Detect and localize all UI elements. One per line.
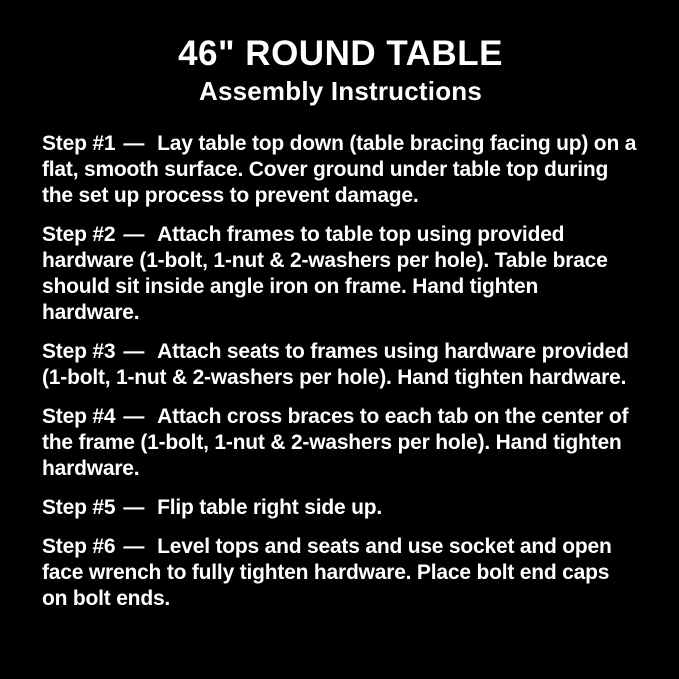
step-item-2 — [42, 222, 639, 326]
step-3-text: Attach seats to frames using hardware provided (1-bolt, 1-nut & 2-washers per hole). Hand tighten hardware. — [42, 340, 629, 390]
step-2-text: Attach frames to table top using provided hardware (1-bolt, 1-nut & 2-washers per hole). Table brace should sit inside angle iron on frame. Hand tighten hardware. — [42, 223, 608, 325]
step-2-label: Step #2 — [42, 223, 116, 247]
step-item-6 — [42, 534, 639, 612]
step-1-label: Step #1 — [42, 132, 116, 156]
step-6-text: Level tops and seats and use socket and open face wrench to fully tighten hardware. Place bolt end caps on bolt ends. — [42, 535, 612, 611]
step-5-text: Flip table right side up. — [157, 496, 382, 520]
step-4-dash: — — [123, 405, 145, 429]
steps-list — [42, 131, 639, 612]
page-subtitle: Assembly Instructions — [198, 76, 483, 107]
page-title: 46" ROUND TABLE — [178, 34, 503, 73]
step-item-4 — [42, 404, 639, 482]
step-item-5 — [42, 495, 639, 521]
step-1-dash: — — [123, 132, 145, 156]
step-item-1 — [42, 131, 639, 209]
step-item-3 — [42, 339, 639, 391]
step-5-label: Step #5 — [42, 496, 116, 520]
step-3-label: Step #3 — [42, 340, 116, 364]
header — [42, 34, 639, 107]
step-2-dash: — — [123, 223, 145, 247]
step-4-label: Step #4 — [42, 405, 116, 429]
step-1-text: Lay table top down (table bracing facing up) on a flat, smooth surface. Cover ground under table top during the set up process to prevent damage. — [42, 132, 637, 208]
step-6-dash: — — [123, 535, 145, 559]
step-6-label: Step #6 — [42, 535, 116, 559]
step-3-dash: — — [123, 340, 145, 364]
step-5-dash: — — [123, 496, 145, 520]
step-4-text: Attach cross braces to each tab on the center of the frame (1-bolt, 1-nut & 2-washers per hole). Hand tighten hardware. — [42, 405, 629, 481]
